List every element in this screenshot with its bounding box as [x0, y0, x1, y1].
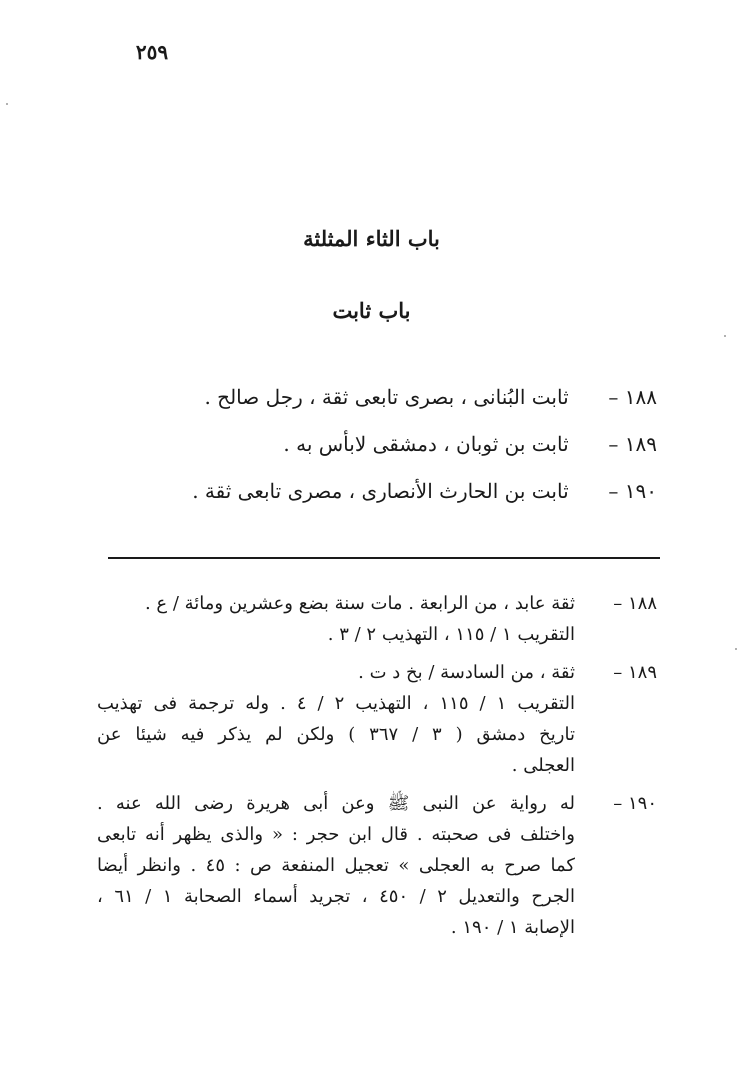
entry-text: ثابت بن الحارث الأنصارى ، مصرى تابعى ثقة .	[192, 479, 569, 503]
footnote-line: واختلف فى صحبته . قال ابن حجر : « والذى يظهر أنه تابعى	[97, 824, 575, 845]
footnote-line: التقريب ١ / ١١٥ ، التهذيب ٢ / ٣ .	[327, 624, 575, 645]
footnote-line: التقريب ١ / ١١٥ ، التهذيب ٢ / ٤ . وله ترجمة فى تهذيب	[97, 693, 575, 714]
footnote-body	[97, 588, 575, 650]
entry-text: ثابت البُنانى ، بصرى تابعى ثقة ، رجل صالح .	[204, 385, 569, 409]
footnote-line: ثقة ، من السادسة / بخ د ت .	[358, 662, 575, 683]
footnote-divider	[108, 557, 660, 559]
entry-number: ١٨٩ –	[608, 432, 657, 456]
chapter-heading: باب الثاء المثلثة	[303, 226, 440, 251]
footnote-number: ١٨٨ –	[613, 593, 657, 614]
footnote-line: تاريخ دمشق ( ٣ / ٣٦٧ ) ولكن لم يذكر فيه شيئا عن	[97, 724, 575, 745]
entry-text: ثابت بن ثوبان ، دمشقى لابأس به .	[283, 432, 569, 456]
section-heading: باب ثابت	[332, 298, 411, 323]
entry-item	[97, 429, 657, 476]
page-number: ٢٥٩	[135, 40, 169, 64]
footnote-line: له رواية عن النبى ﷺ وعن أبى هريرة رضى الله عنه .	[97, 793, 575, 814]
footnote-line: كما صرح به العجلى » تعجيل المنفعة ص : ٤٥ . وانظر أيضا	[97, 855, 575, 876]
footnote-line: الإصابة ١ / ١٩٠ .	[450, 917, 575, 938]
footnote-body	[97, 657, 575, 781]
scan-speck	[735, 648, 737, 650]
entry-number: ١٩٠ –	[608, 479, 657, 503]
entry-item	[97, 382, 657, 429]
scan-speck	[724, 335, 726, 337]
footnotes-list	[97, 588, 657, 950]
footnote-item	[97, 657, 657, 781]
footnote-number: ١٨٩ –	[613, 662, 657, 683]
footnote-item	[97, 788, 657, 943]
entry-number: ١٨٨ –	[608, 385, 657, 409]
footnote-item	[97, 588, 657, 650]
footnote-line: العجلى .	[511, 755, 575, 776]
footnote-line: الجرح والتعديل ٢ / ٤٥٠ ، تجريد أسماء الصحابة ١ / ٦١ ،	[97, 886, 575, 907]
entry-item	[97, 476, 657, 523]
entries-list	[97, 382, 657, 523]
footnote-number: ١٩٠ –	[613, 793, 657, 814]
footnote-line: ثقة عابد ، من الرابعة . مات سنة بضع وعشرين ومائة / ع .	[144, 593, 575, 614]
footnote-body	[97, 788, 575, 943]
scan-speck	[6, 103, 8, 105]
